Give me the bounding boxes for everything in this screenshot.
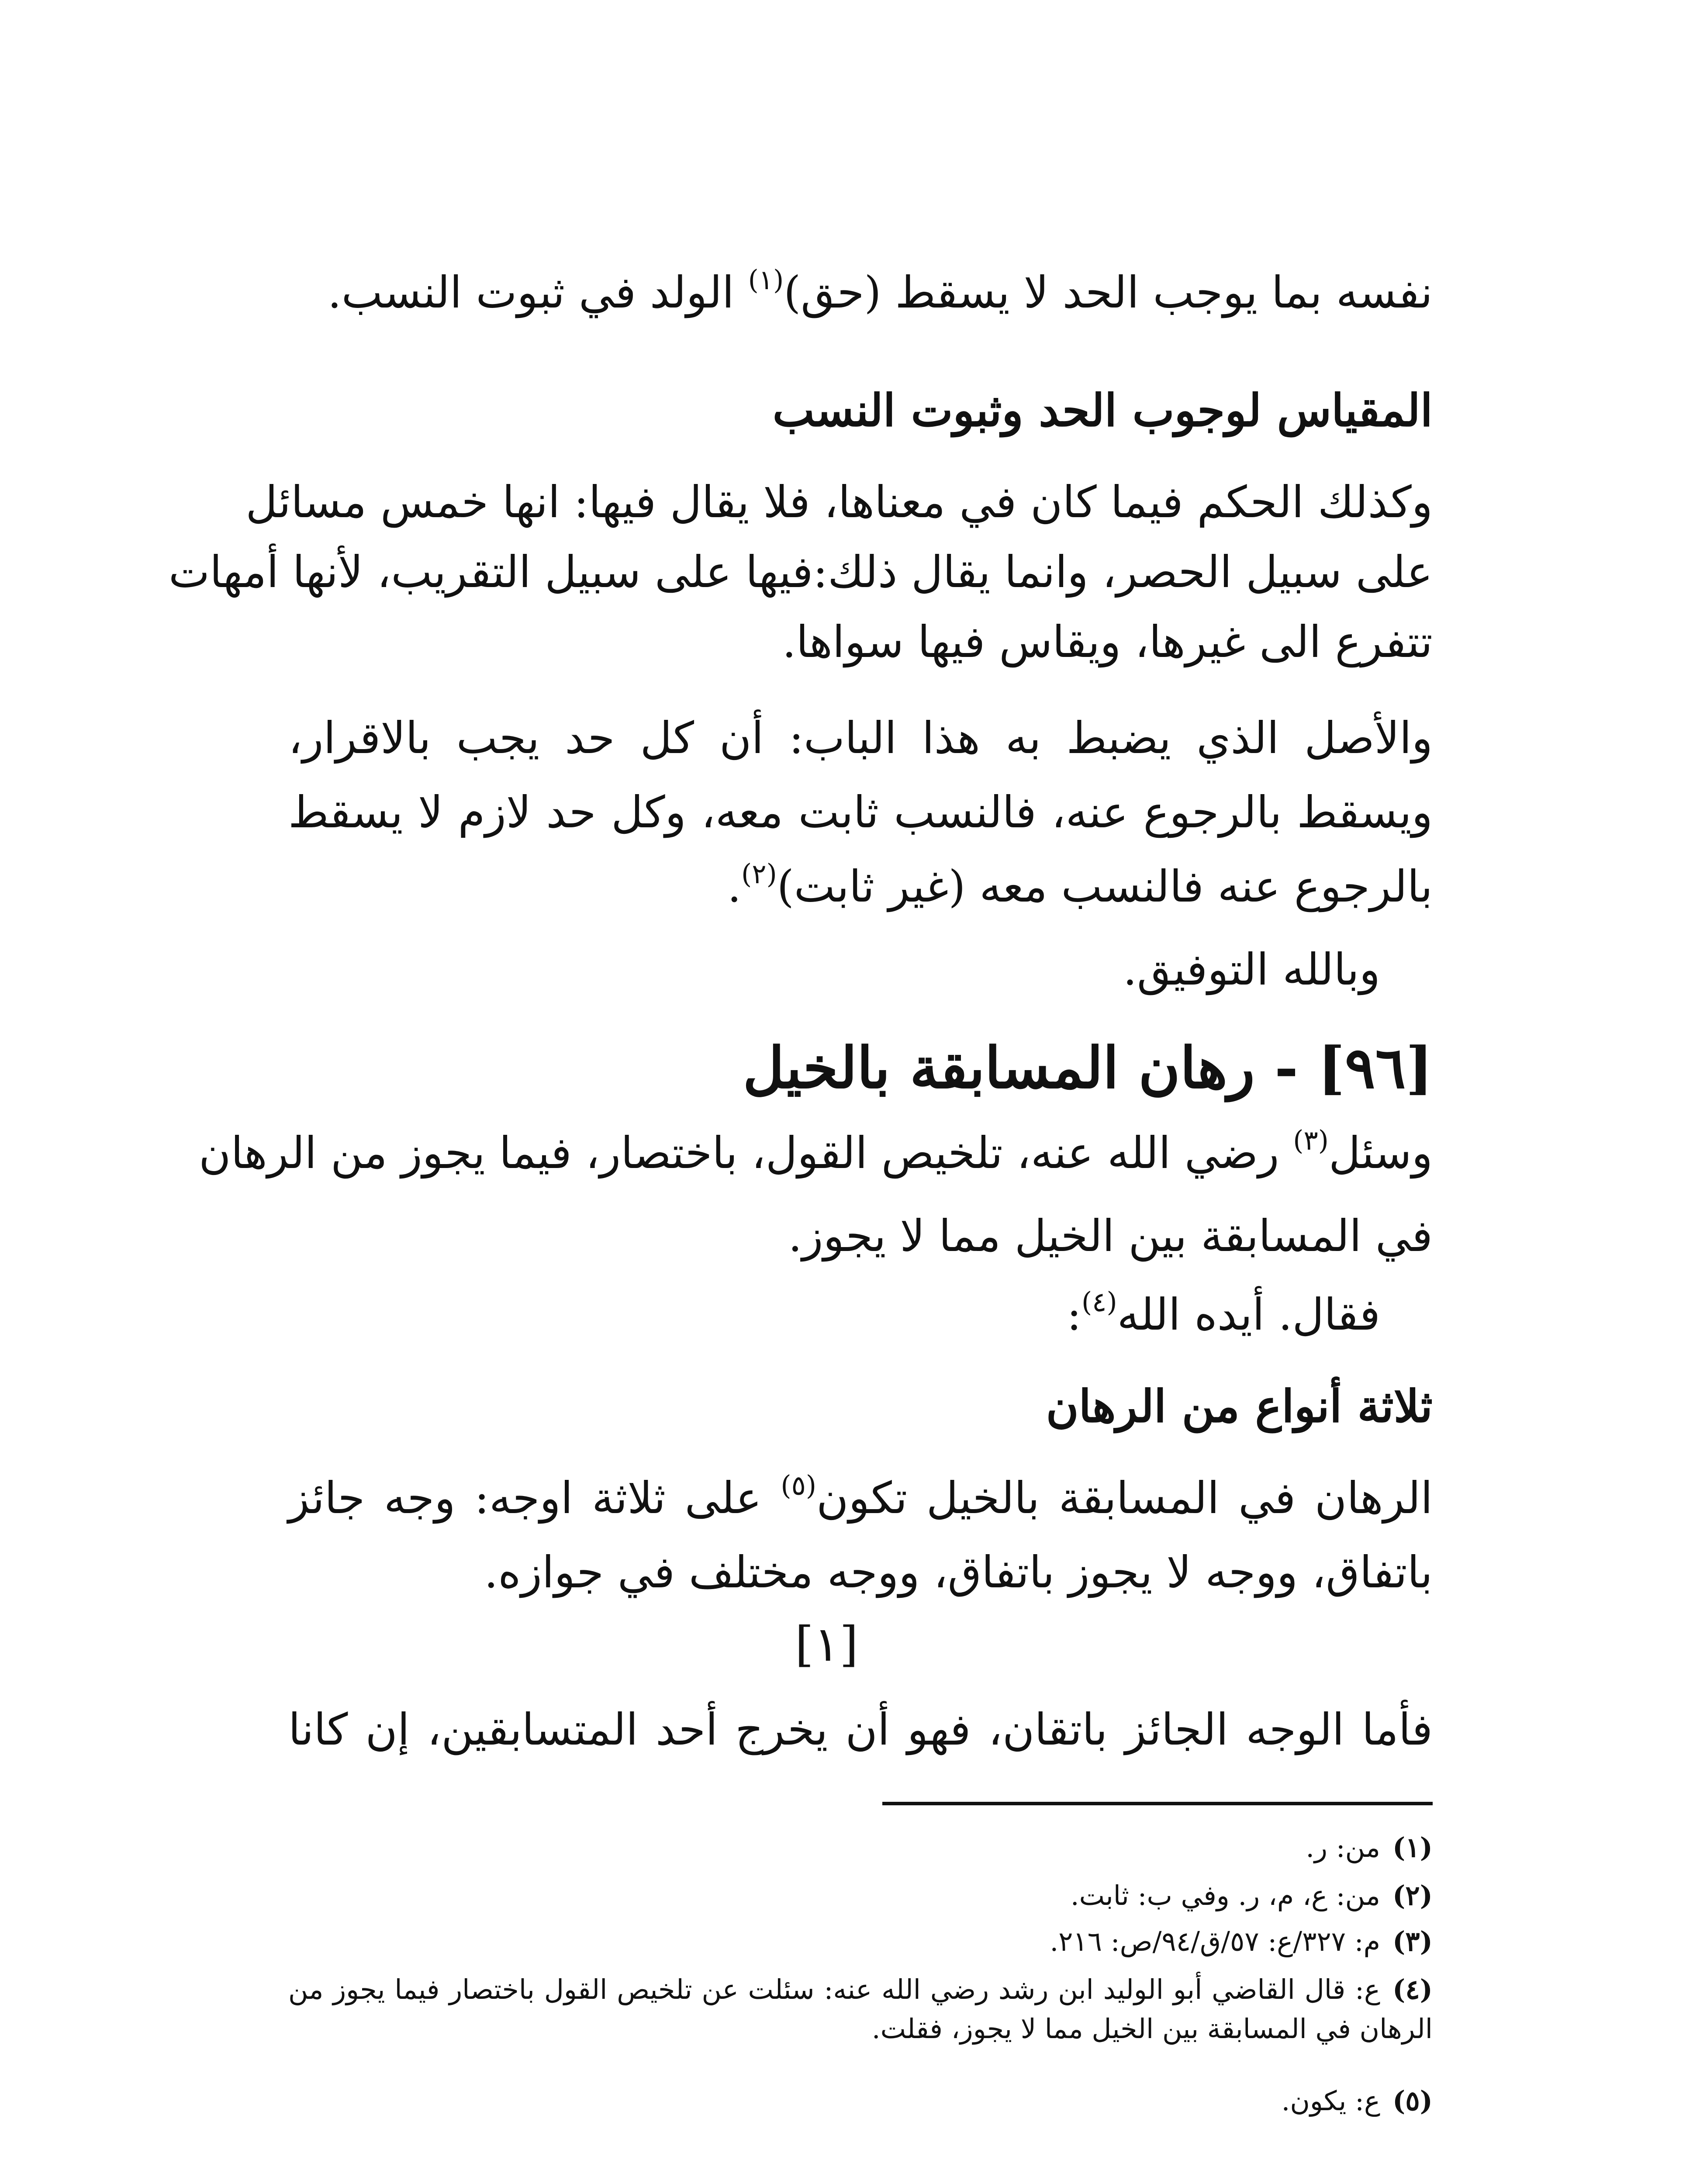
footnote-number: (٥) xyxy=(1392,2085,1433,2117)
text-line xyxy=(288,1468,1433,1529)
text-segment: فقال. أيده الله xyxy=(1117,1289,1380,1340)
text-line: ويسقط بالرجوع عنه، فالنسب ثابت معه، وكل حد لازم لا يسقط xyxy=(288,787,1433,838)
footnote-ref[interactable]: (٥) xyxy=(781,1469,817,1501)
text-line: تتفرع الى غيرها، ويقاس فيها سواها. xyxy=(782,616,1433,667)
footnote-3 xyxy=(1050,1922,1433,1961)
footnote-4 xyxy=(288,1970,1433,2049)
footnote-number: (٤) xyxy=(1392,1973,1433,2005)
footnote-number: (٢) xyxy=(1392,1880,1433,1911)
closing-line: وبالله التوفيق. xyxy=(1123,944,1380,995)
footnote-ref[interactable]: (٣) xyxy=(1293,1124,1329,1156)
text-line: باتفاق، ووجه لا يجوز باتفاق، ووجه مختلف في جوازه. xyxy=(484,1547,1433,1598)
footnote-number: (١) xyxy=(1392,1832,1433,1863)
text-line: وكذلك الحكم فيما كان في معناها، فلا يقال فيها: انها خمس مسائل xyxy=(245,477,1433,528)
text-line xyxy=(1067,1284,1380,1345)
text-segment: رضي الله عنه، تلخيص القول، باختصار، فيما يجوز من الرهان xyxy=(199,1127,1293,1178)
text-segment: : xyxy=(1067,1289,1081,1340)
text-line xyxy=(727,856,1433,917)
text-segment: الولد في ثبوت النسب. xyxy=(327,267,748,318)
footnote-ref[interactable]: (٤) xyxy=(1081,1286,1117,1318)
footnote-ref[interactable]: (٢) xyxy=(741,858,777,890)
text-segment: الرهان في المسابقة بالخيل تكون xyxy=(816,1472,1433,1524)
text-segment: وسئل xyxy=(1329,1127,1433,1178)
footnote-text: ع: يكون. xyxy=(1281,2085,1380,2117)
text-segment: . xyxy=(727,861,742,912)
footnote-1 xyxy=(1306,1828,1433,1867)
footnote-ref[interactable]: (١) xyxy=(748,264,784,296)
footnote-number: (٣) xyxy=(1392,1925,1433,1957)
text-segment: نفسه بما يوجب الحد لا يسقط (حق) xyxy=(784,267,1433,318)
section-heading: [٩٦] - رهان المسابقة بالخيل xyxy=(743,1034,1433,1101)
text-line xyxy=(328,262,1433,323)
item-marker: [١] xyxy=(795,1616,858,1672)
footnote-separator xyxy=(882,1802,1433,1805)
subheading: ثلاثة أنواع من الرهان xyxy=(1046,1380,1433,1433)
footnote-text: ع: قال القاضي أبو الوليد ابن رشد رضي الله عنه: سئلت عن تلخيص القول باختصار فيما يجوز من الرهان في المسابقة بين الخيل مما لا يجوز، فقلت. xyxy=(288,1973,1433,2045)
text-segment: على ثلاثة اوجه: وجه جائز xyxy=(288,1472,781,1524)
footnote-text: من: ع، م، ر. وفي ب: ثابت. xyxy=(1070,1880,1380,1911)
footnote-2 xyxy=(1071,1876,1433,1915)
text-line: فأما الوجه الجائز باتقان، فهو أن يخرج أحد المتسابقين، إن كانا xyxy=(288,1704,1433,1755)
footnote-text: م: ٣٢٧/ع: ٥٧/ق/٩٤/ص: ٢١٦. xyxy=(1050,1925,1380,1957)
text-line xyxy=(199,1123,1433,1184)
text-line: والأصل الذي يضبط به هذا الباب: أن كل حد يجب بالاقرار، xyxy=(288,712,1433,764)
footnote-5 xyxy=(1282,2081,1433,2121)
footnote-text: من: ر. xyxy=(1306,1832,1380,1863)
text-line: على سبيل الحصر، وانما يقال ذلك:فيها على سبيل التقريب، لأنها أمهات xyxy=(168,546,1433,598)
main-text xyxy=(168,0,1433,1791)
text-segment: بالرجوع عنه فالنسب معه (غير ثابت) xyxy=(777,861,1433,912)
text-line: في المسابقة بين الخيل مما لا يجوز. xyxy=(788,1210,1433,1261)
subheading: المقياس لوجوب الحد وثبوت النسب xyxy=(772,384,1433,437)
